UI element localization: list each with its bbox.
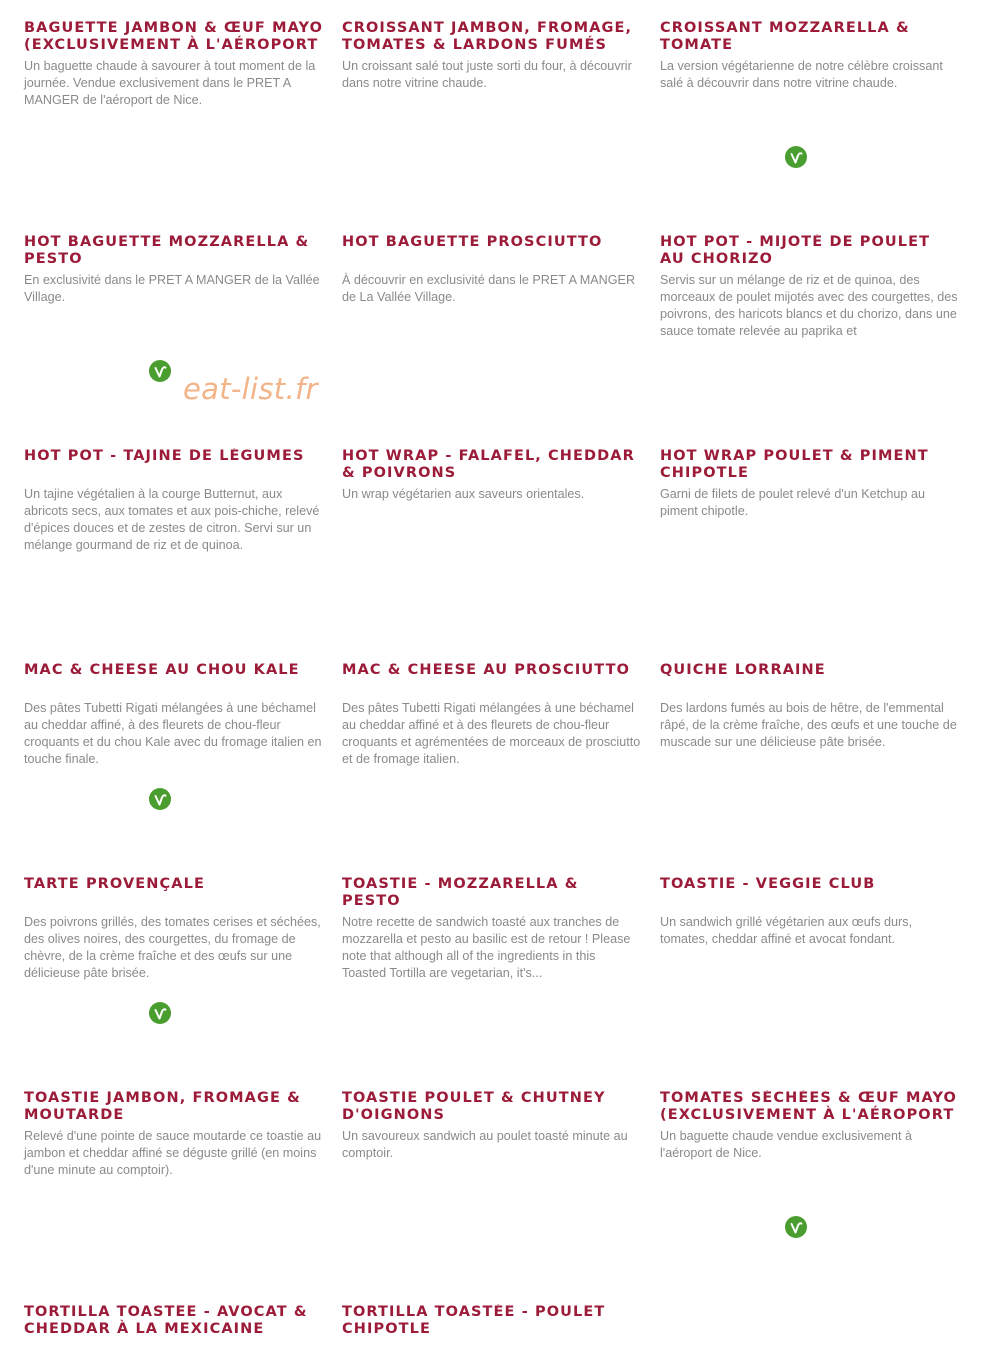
menu-item-title[interactable]: MAC & CHEESE AU PROSCIUTTO	[342, 662, 631, 678]
menu-item-title[interactable]: TOASTIE POULET & CHUTNEY D'OIGNONS	[342, 1090, 606, 1123]
menu-item-description: Un tajine végétalien à la courge Butternut, aux abricots secs, aux tomates et aux pois-chiche, relevé d'épices douces et de zestes de citron. Servi sur un mélange gourmand de riz et de quinoa.	[24, 487, 320, 552]
menu-item-card[interactable]	[342, 234, 642, 434]
menu-item-card[interactable]	[24, 20, 324, 220]
vegan-icon	[785, 146, 807, 168]
menu-item-title[interactable]: TOASTIE - MOZZARELLA & PESTO	[342, 876, 579, 909]
menu-item-title[interactable]: TORTILLA TOASTEE - AVOCAT & CHEDDAR À LA MEXICAINE	[24, 1304, 308, 1337]
menu-item-title[interactable]: HOT BAGUETTE PROSCIUTTO	[342, 234, 603, 250]
menu-item-card[interactable]	[24, 662, 324, 862]
menu-item-card[interactable]	[342, 1304, 642, 1368]
menu-item-description: Relevé d'une pointe de sauce moutarde ce toastie au jambon et cheddar affiné se déguste grillé (en moins d'une minute au comptoir).	[24, 1129, 322, 1177]
menu-item-card[interactable]	[660, 234, 960, 434]
menu-item-description: Un sandwich grillé végétarien aux œufs durs, tomates, cheddar affiné et avocat fondant.	[660, 915, 912, 946]
menu-item-title[interactable]: CROISSANT MOZZARELLA & TOMATE	[660, 20, 910, 53]
menu-item-card[interactable]	[24, 876, 324, 1076]
menu-item-title[interactable]: HOT WRAP POULET & PIMENT CHIPOTLE	[660, 448, 929, 481]
menu-item-card[interactable]	[660, 20, 960, 220]
vegan-icon	[149, 1002, 171, 1024]
menu-item-card[interactable]	[342, 876, 642, 1076]
menu-item-description: Servis sur un mélange de riz et de quinoa, des morceaux de poulet mijotés avec des courgettes, des poivrons, des haricots blancs et du chorizo, dans une sauce tomate relevée au paprika et	[660, 273, 958, 338]
menu-item-title[interactable]: HOT POT - MIJOTÉ DE POULET AU CHORIZO	[660, 234, 931, 267]
menu-item-title[interactable]: TARTE PROVENÇALE	[24, 876, 205, 892]
menu-item-description: Un wrap végétarien aux saveurs orientales.	[342, 487, 585, 501]
menu-item-description: Des poivrons grillés, des tomates cerises et séchées, des olives noires, des courgettes, du fromage de chèvre, de la crème fraîche et des œufs sur une délicieuse pâte brisée.	[24, 915, 321, 980]
menu-item-card[interactable]	[342, 448, 642, 648]
menu-item-card[interactable]	[660, 1090, 960, 1290]
menu-item-description: Des pâtes Tubetti Rigati mélangées à une béchamel au cheddar affiné, à des fleurets de chou-fleur croquants et du chou Kale avec du fromage italien en touche finale.	[24, 701, 322, 766]
vegan-icon	[785, 1216, 807, 1238]
menu-item-card[interactable]	[660, 448, 960, 648]
menu-item-title[interactable]: TORTILLA TOASTÉE - POULET CHIPOTLE	[342, 1304, 606, 1337]
menu-item-description: À découvrir en exclusivité dans le PRET A MANGER de La Vallée Village.	[342, 273, 636, 304]
menu-item-description: Un baguette chaude vendue exclusivement à l'aéroport de Nice.	[660, 1129, 913, 1160]
vegan-icon	[149, 360, 171, 382]
menu-item-description: Des pâtes Tubetti Rigati mélangées à une béchamel au cheddar affiné et à des fleurets de chou-fleur croquants et agrémentées de morceaux de prosciutto et de fromage italien.	[342, 701, 641, 766]
menu-item-description: En exclusivité dans le PRET A MANGER de la Vallée Village.	[24, 273, 320, 304]
menu-item-card[interactable]	[342, 1090, 642, 1290]
menu-item-description: Notre recette de sandwich toasté aux tranches de mozzarella et pesto au basilic est de retour ! Please note that although all of the ingredients in this Toasted Tortilla are vegetarian, it's...	[342, 915, 631, 980]
menu-item-title[interactable]: BAGUETTE JAMBON & ŒUF MAYO (EXCLUSIVEMENT À L'AÉROPORT	[24, 20, 324, 53]
menu-item-title[interactable]: CROISSANT JAMBON, FROMAGE, TOMATES & LARDONS FUMÉS	[342, 20, 633, 53]
menu-item-title[interactable]: HOT BAGUETTE MOZZARELLA & PESTO	[24, 234, 310, 267]
menu-item-description: Un croissant salé tout juste sorti du four, à découvrir dans notre vitrine chaude.	[342, 59, 632, 90]
menu-item-title[interactable]: QUICHE LORRAINE	[660, 662, 826, 678]
menu-item-card[interactable]	[660, 876, 960, 1076]
menu-item-title[interactable]: TOASTIE JAMBON, FROMAGE & MOUTARDE	[24, 1090, 301, 1123]
menu-item-title[interactable]: TOMATES SÉCHÉES & ŒUF MAYO (EXCLUSIVEMENT À L'AÉROPORT	[660, 1090, 957, 1123]
menu-item-title[interactable]: TOASTIE - VEGGIE CLUB	[660, 876, 876, 892]
menu-item-description: Garni de filets de poulet relevé d'un Ketchup au piment chipotle.	[660, 487, 925, 518]
menu-item-card[interactable]	[660, 662, 960, 862]
vegan-icon	[149, 788, 171, 810]
menu-item-card[interactable]	[24, 448, 324, 648]
menu-item-description: Un baguette chaude à savourer à tout moment de la journée. Vendue exclusivement dans le PRET A MANGER de l'aéroport de Nice.	[24, 59, 316, 107]
menu-item-title[interactable]: MAC & CHEESE AU CHOU KALE	[24, 662, 300, 678]
menu-item-description: Des lardons fumés au bois de hêtre, de l'emmental râpé, de la crème fraîche, des œufs et une touche de muscade sur une délicieuse pâte brisée.	[660, 701, 957, 749]
menu-item-title[interactable]: HOT POT - TAJINE DE LÉGUMES	[24, 448, 305, 464]
menu-item-title[interactable]: HOT WRAP - FALAFEL, CHEDDAR & POIVRONS	[342, 448, 635, 481]
menu-item-card[interactable]	[24, 1090, 324, 1290]
menu-item-description: Un savoureux sandwich au poulet toasté minute au comptoir.	[342, 1129, 628, 1160]
menu-item-description: La version végétarienne de notre célèbre croissant salé à découvrir dans notre vitrine chaude.	[660, 59, 943, 90]
watermark-text: eat-list.fr	[183, 372, 318, 406]
menu-item-card[interactable]	[342, 20, 642, 220]
menu-item-card[interactable]	[342, 662, 642, 862]
menu-item-card[interactable]	[24, 1304, 324, 1368]
